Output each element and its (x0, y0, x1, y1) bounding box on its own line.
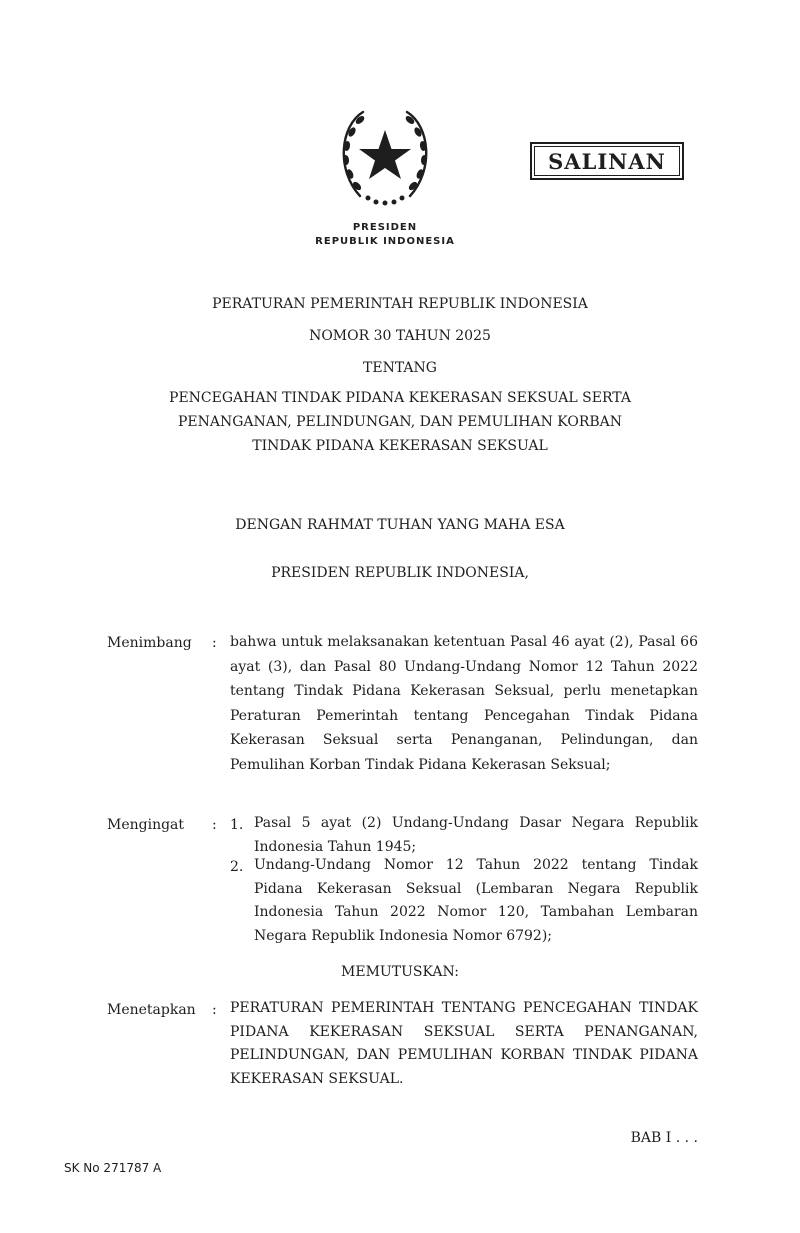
mengingat-item-number: 1. (230, 817, 244, 833)
subject-line-2: PENANGANAN, PELINDUNGAN, DAN PEMULIHAN KORBAN (177, 414, 623, 430)
next-page-marker: BAB I . . . (630, 1130, 698, 1146)
menetapkan-text: PERATURAN PEMERINTAH TENTANG PENCEGAHAN TINDAK PIDANA KEKERASAN SEKSUAL SERTA PENANGANAN, PELINDUNGAN, DAN PEMULIHAN KORBAN TINDAK PIDANA KEKERASAN SEKSUAL. (230, 1000, 698, 1087)
tentang-label: TENTANG (363, 360, 437, 376)
salinan-stamp: SALINAN (530, 142, 684, 180)
menetapkan-colon: : (212, 1002, 217, 1018)
sk-number: SK No 271787 A (64, 1161, 162, 1175)
mengingat-label: Mengingat (107, 817, 185, 833)
memutuskan-heading: MEMUTUSKAN: (341, 964, 459, 980)
menimbang-colon: : (212, 635, 217, 651)
subject-line-3: TINDAK PIDANA KEKERASAN SEKSUAL (252, 438, 548, 454)
menimbang-label: Menimbang (107, 635, 192, 651)
regulation-title: PERATURAN PEMERINTAH REPUBLIK INDONESIA (212, 296, 588, 312)
subject-line-1: PENCEGAHAN TINDAK PIDANA KEKERASAN SEKSUAL SERTA (169, 390, 631, 406)
republik-line: REPUBLIK INDONESIA (315, 236, 455, 247)
mengingat-item-number: 2. (230, 859, 244, 875)
regulation-number: NOMOR 30 TAHUN 2025 (309, 328, 491, 344)
mengingat-item-text: Undang-Undang Nomor 12 Tahun 2022 tentang Tindak Pidana Kekerasan Seksual (Lembaran Negara Republik Indonesia Tahun 2022 Nomor 120, Tambahan Lembaran Negara Republik Indonesia Nomor 6792); (254, 857, 698, 944)
mengingat-colon: : (212, 817, 217, 833)
menetapkan-label: Menetapkan (107, 1002, 196, 1018)
preamble-rahmat: DENGAN RAHMAT TUHAN YANG MAHA ESA (235, 517, 565, 533)
preamble-presiden: PRESIDEN REPUBLIK INDONESIA, (271, 565, 529, 581)
mengingat-item-text: Pasal 5 ayat (2) Undang-Undang Dasar Negara Republik Indonesia Tahun 1945; (254, 815, 698, 855)
issuer-label (300, 221, 470, 249)
menimbang-text: bahwa untuk melaksanakan ketentuan Pasal 46 ayat (2), Pasal 66 ayat (3), dan Pasal 80 Undang-Undang Nomor 12 Tahun 2022 tentang Tindak Pidana Kekerasan Seksual, perlu menetapkan Peraturan Pemerintah tentang Pencegahan Tindak Pidana Kekerasan Seksual serta Penanganan, Pelindungan, dan Pemulihan Korban Tindak Pidana Kekerasan Seksual; (230, 634, 698, 773)
presiden-line: PRESIDEN (352, 222, 418, 233)
garuda-star-emblem (330, 100, 440, 212)
